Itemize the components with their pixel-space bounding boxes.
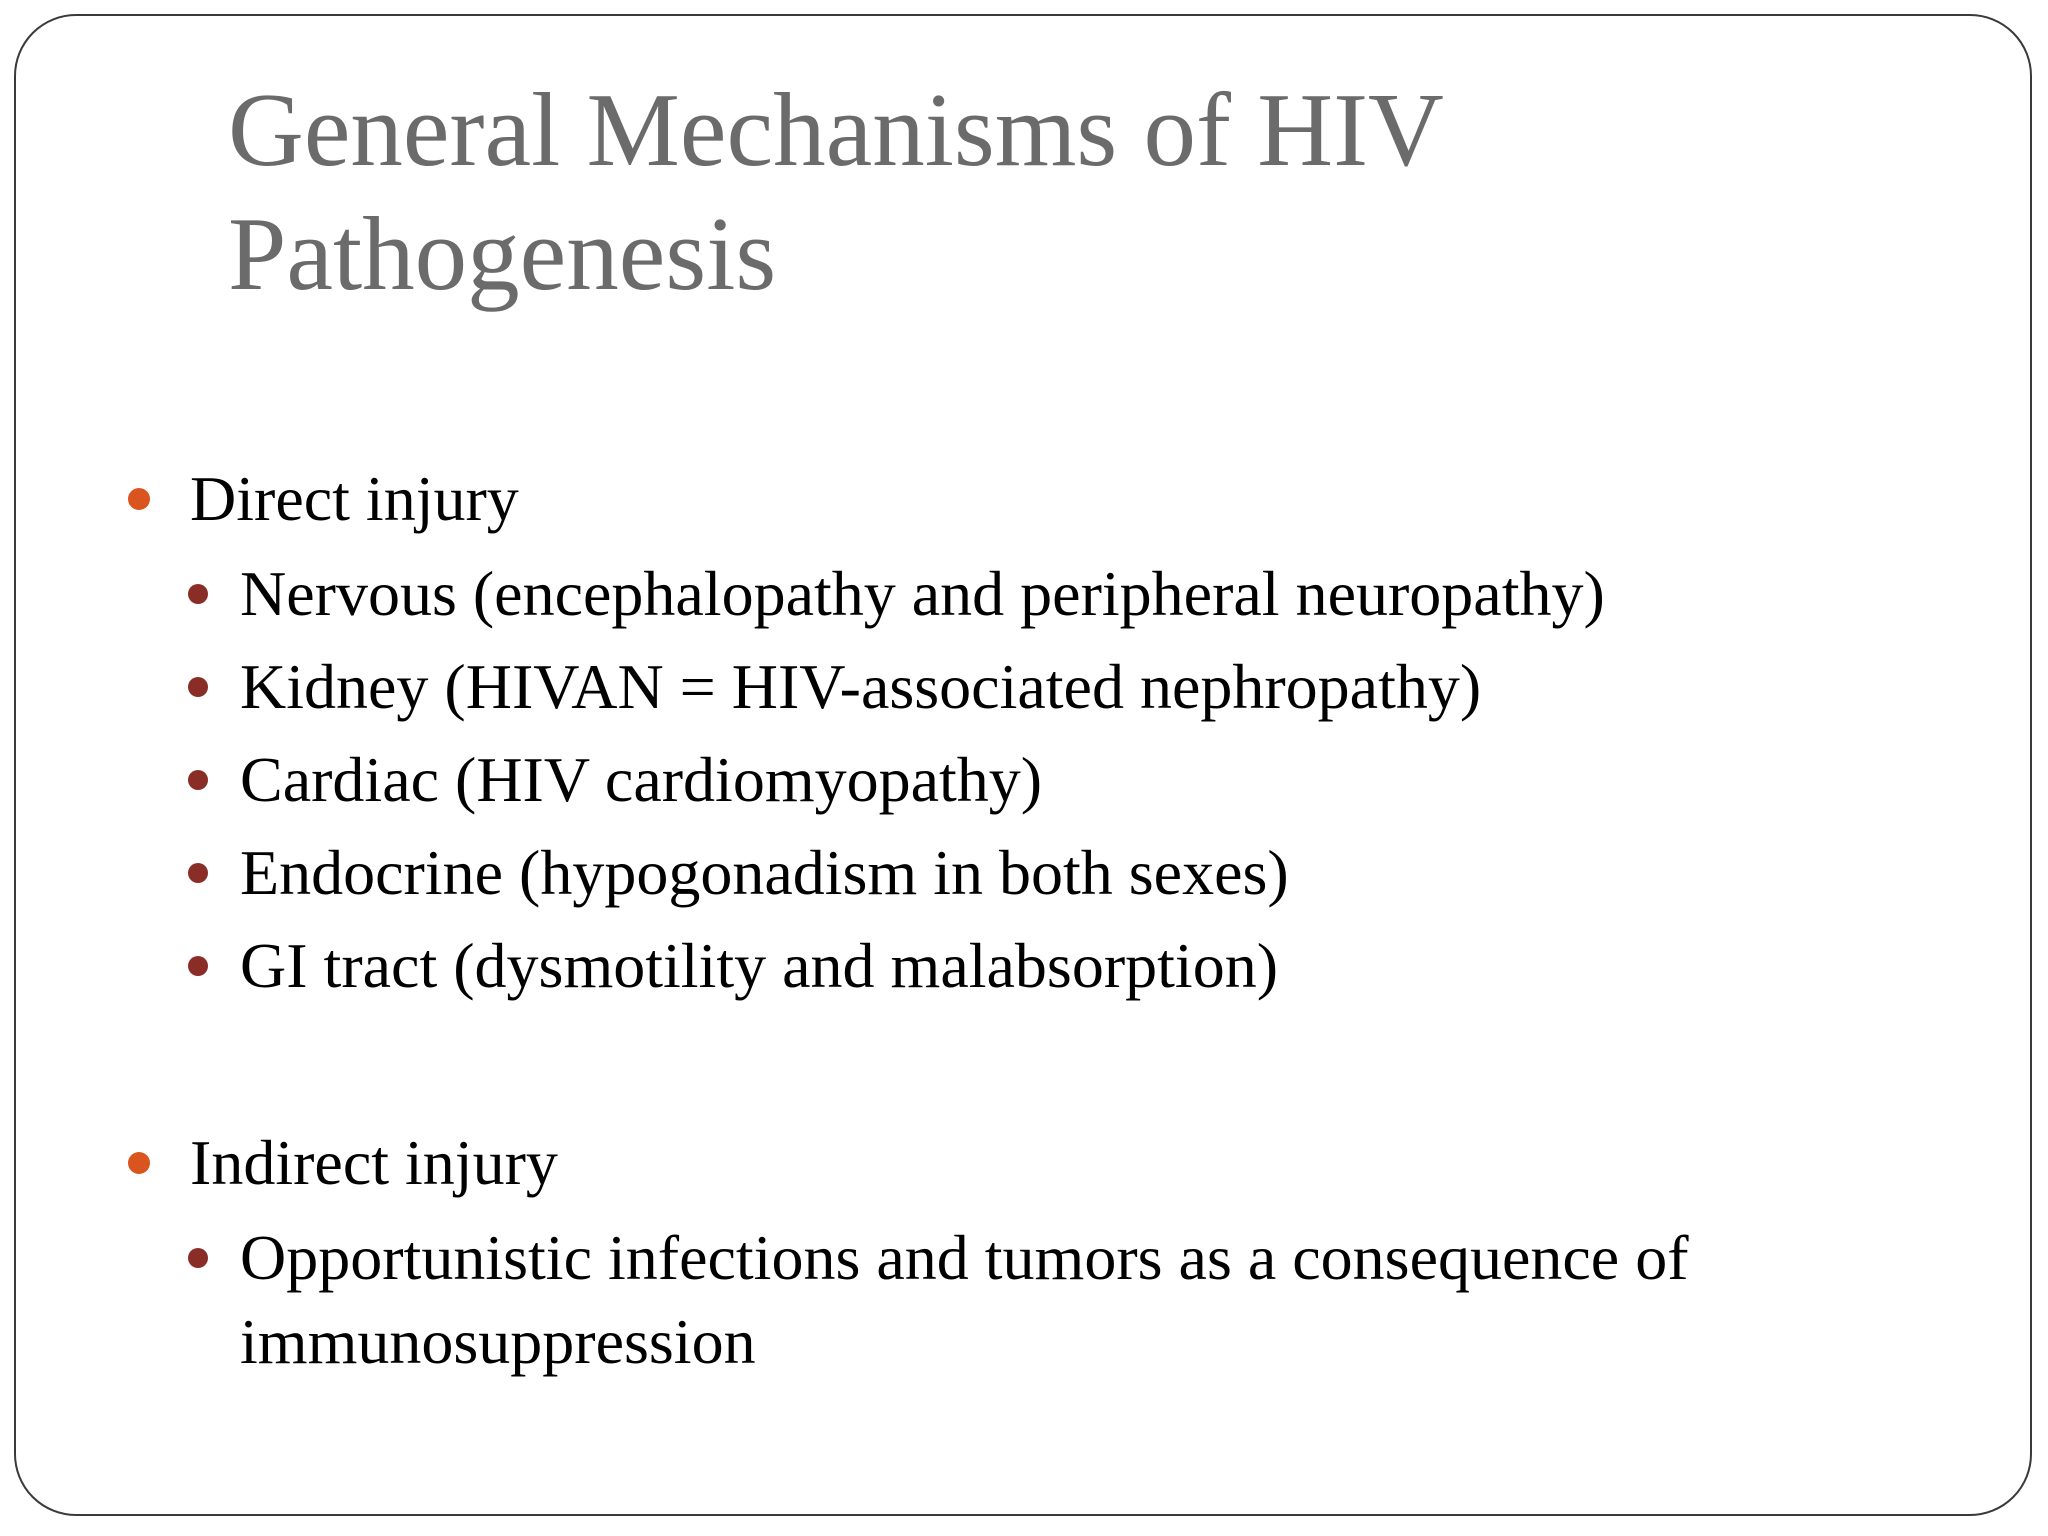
bullet-dot-icon bbox=[128, 1152, 150, 1174]
sub-bullet-text: GI tract (dysmotility and malabsorption) bbox=[240, 930, 1278, 1001]
sub-bullet-dot-icon bbox=[188, 863, 208, 883]
sub-bullet-dot-icon bbox=[188, 956, 208, 976]
sub-bullet-nervous bbox=[188, 552, 1888, 636]
sub-bullet-text: Kidney (HIVAN = HIV-associated nephropathy) bbox=[240, 651, 1482, 722]
bullet-dot-icon bbox=[128, 488, 150, 510]
bullet-direct-injury bbox=[128, 459, 519, 539]
slide-frame bbox=[14, 14, 2032, 1516]
sub-bullet-dot-icon bbox=[188, 1248, 208, 1268]
sub-bullet-text: Cardiac (HIV cardiomyopathy) bbox=[240, 744, 1043, 815]
sub-bullet-dot-icon bbox=[188, 584, 208, 604]
bullet-text: Indirect injury bbox=[190, 1127, 558, 1198]
sub-bullet-gi-tract bbox=[188, 924, 1888, 1008]
sub-bullet-text: Endocrine (hypogonadism in both sexes) bbox=[240, 837, 1289, 908]
bullet-indirect-injury bbox=[128, 1123, 558, 1203]
slide-title: General Mechanisms of HIV Pathogenesis bbox=[228, 71, 1442, 312]
bullet-text: Direct injury bbox=[190, 463, 519, 534]
sub-bullet-dot-icon bbox=[188, 770, 208, 790]
sub-bullet-opportunistic bbox=[188, 1216, 1888, 1384]
sub-bullet-endocrine bbox=[188, 831, 1888, 915]
sub-bullet-text: Nervous (encephalopathy and peripheral neuropathy) bbox=[240, 558, 1605, 629]
sub-bullet-kidney bbox=[188, 645, 1888, 729]
sub-bullet-text: Opportunistic infections and tumors as a consequence of immunosuppression bbox=[240, 1222, 1689, 1377]
sub-bullet-dot-icon bbox=[188, 677, 208, 697]
sub-bullet-cardiac bbox=[188, 738, 1888, 822]
